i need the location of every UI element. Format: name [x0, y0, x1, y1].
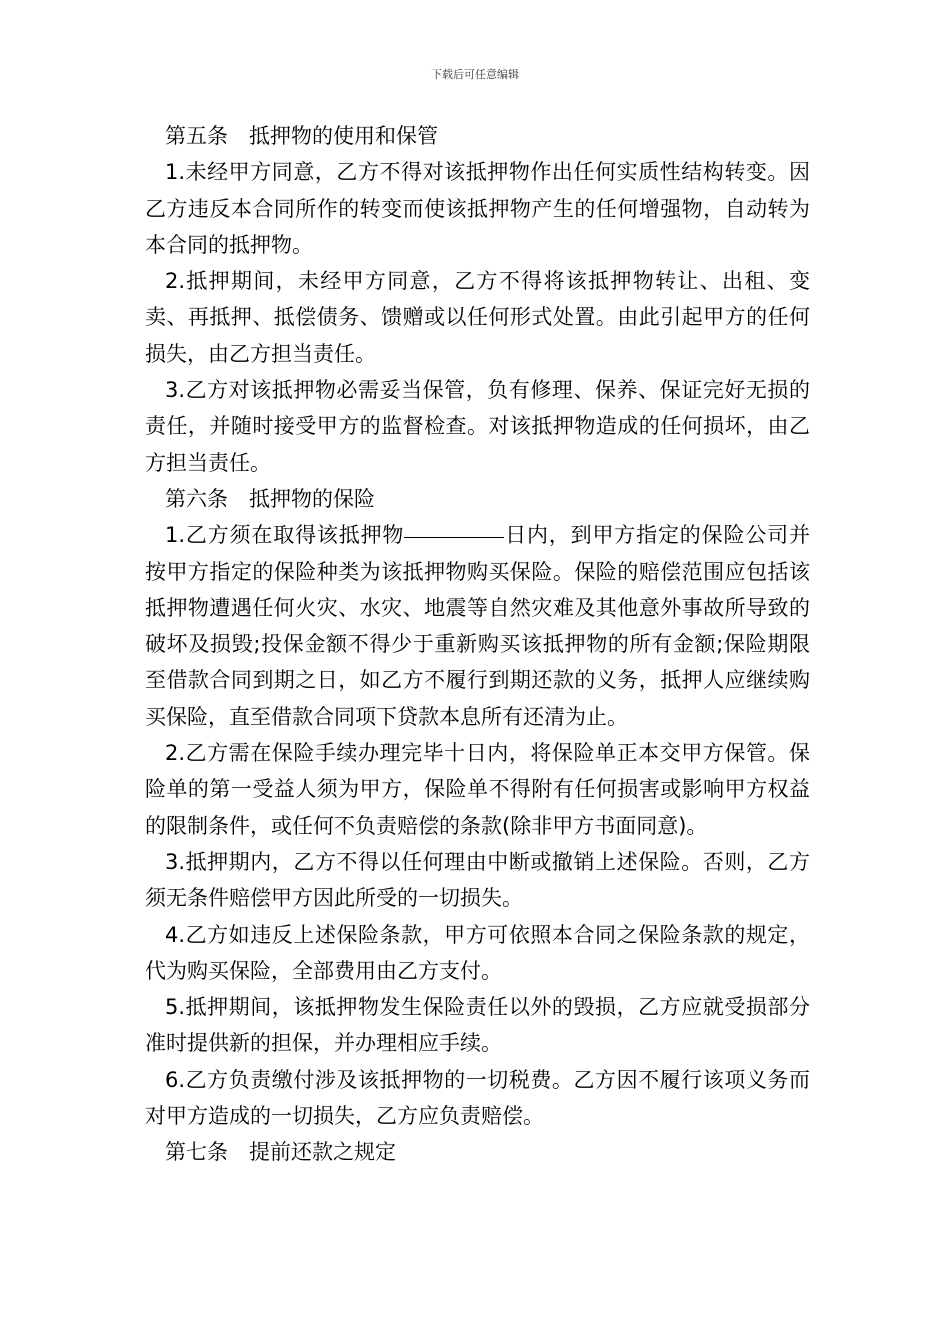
article-6-clause-3: 3.抵押期内，乙方不得以任何理由中断或撤销上述保险。否则，乙方须无条件赔偿甲方因此所受的一切损失。 [145, 849, 810, 911]
article-6-clause-1 [145, 517, 810, 735]
article-5-clause-3: 3.乙方对该抵押物必需妥当保管，负有修理、保养、保证完好无损的责任，并随时接受甲方的监督检查。对该抵押物造成的任何损坏，由乙方担当责任。 [145, 378, 810, 475]
document-body [145, 118, 810, 1171]
article-6-clause-1-start: 1.乙方须在取得该抵押物 [165, 523, 405, 548]
article-6-clause-1-rest: 日内，到甲方指定的保险公司并按甲方指定的保险种类为该抵押物购买保险。保险的赔偿范围应包括该抵押物遭遇任何火灾、水灾、地震等自然灾难及其他意外事故所导致的破坏及损毁;投保金额不得少于重新购买该抵押物的所有金额;保险期限至借款合同到期之日，如乙方不履行到期还款的义务，抵押人应继续购买保险，直至借款合同项下贷款本息所有还清为止。 [145, 523, 810, 729]
page-header-note: 下载后可任意编辑 [431, 68, 519, 81]
article-5-heading: 第五条 抵押物的使用和保管 [165, 124, 438, 148]
article-6-clause-5: 5.抵押期间，该抵押物发生保险责任以外的毁损，乙方应就受损部分准时提供新的担保，并办理相应手续。 [145, 995, 810, 1056]
fill-in-blank [404, 536, 504, 538]
article-6-heading: 第六条 抵押物的保险 [165, 486, 375, 511]
article-6-clause-4: 4.乙方如违反上述保险条款，甲方可依照本合同之保险条款的规定，代为购买保险，全部费用由乙方支付。 [145, 922, 810, 983]
article-7-heading: 第七条 提前还款之规定 [165, 1140, 396, 1165]
article-6-clause-6: 6.乙方负责缴付涉及该抵押物的一切税费。乙方因不履行该项义务而对甲方造成的一切损失，乙方应负责赔偿。 [145, 1067, 810, 1129]
article-6-clause-2: 2.乙方需在保险手续办理完毕十日内，将保险单正本交甲方保管。保险单的第一受益人须为甲方，保险单不得附有任何损害或影响甲方权益的限制条件，或任何不负责赔偿的条款(除非甲方书面同意)。 [145, 741, 810, 838]
article-5-clause-2: 2.抵押期间，未经甲方同意，乙方不得将该抵押物转让、出租、变卖、再抵押、抵偿债务、馈赠或以任何形式处置。由此引起甲方的任何损失，由乙方担当责任。 [145, 269, 810, 366]
article-5-clause-1: 1.未经甲方同意，乙方不得对该抵押物作出任何实质性结构转变。因乙方违反本合同所作的转变而使该抵押物产生的任何增强物，自动转为本合同的抵押物。 [145, 160, 810, 257]
